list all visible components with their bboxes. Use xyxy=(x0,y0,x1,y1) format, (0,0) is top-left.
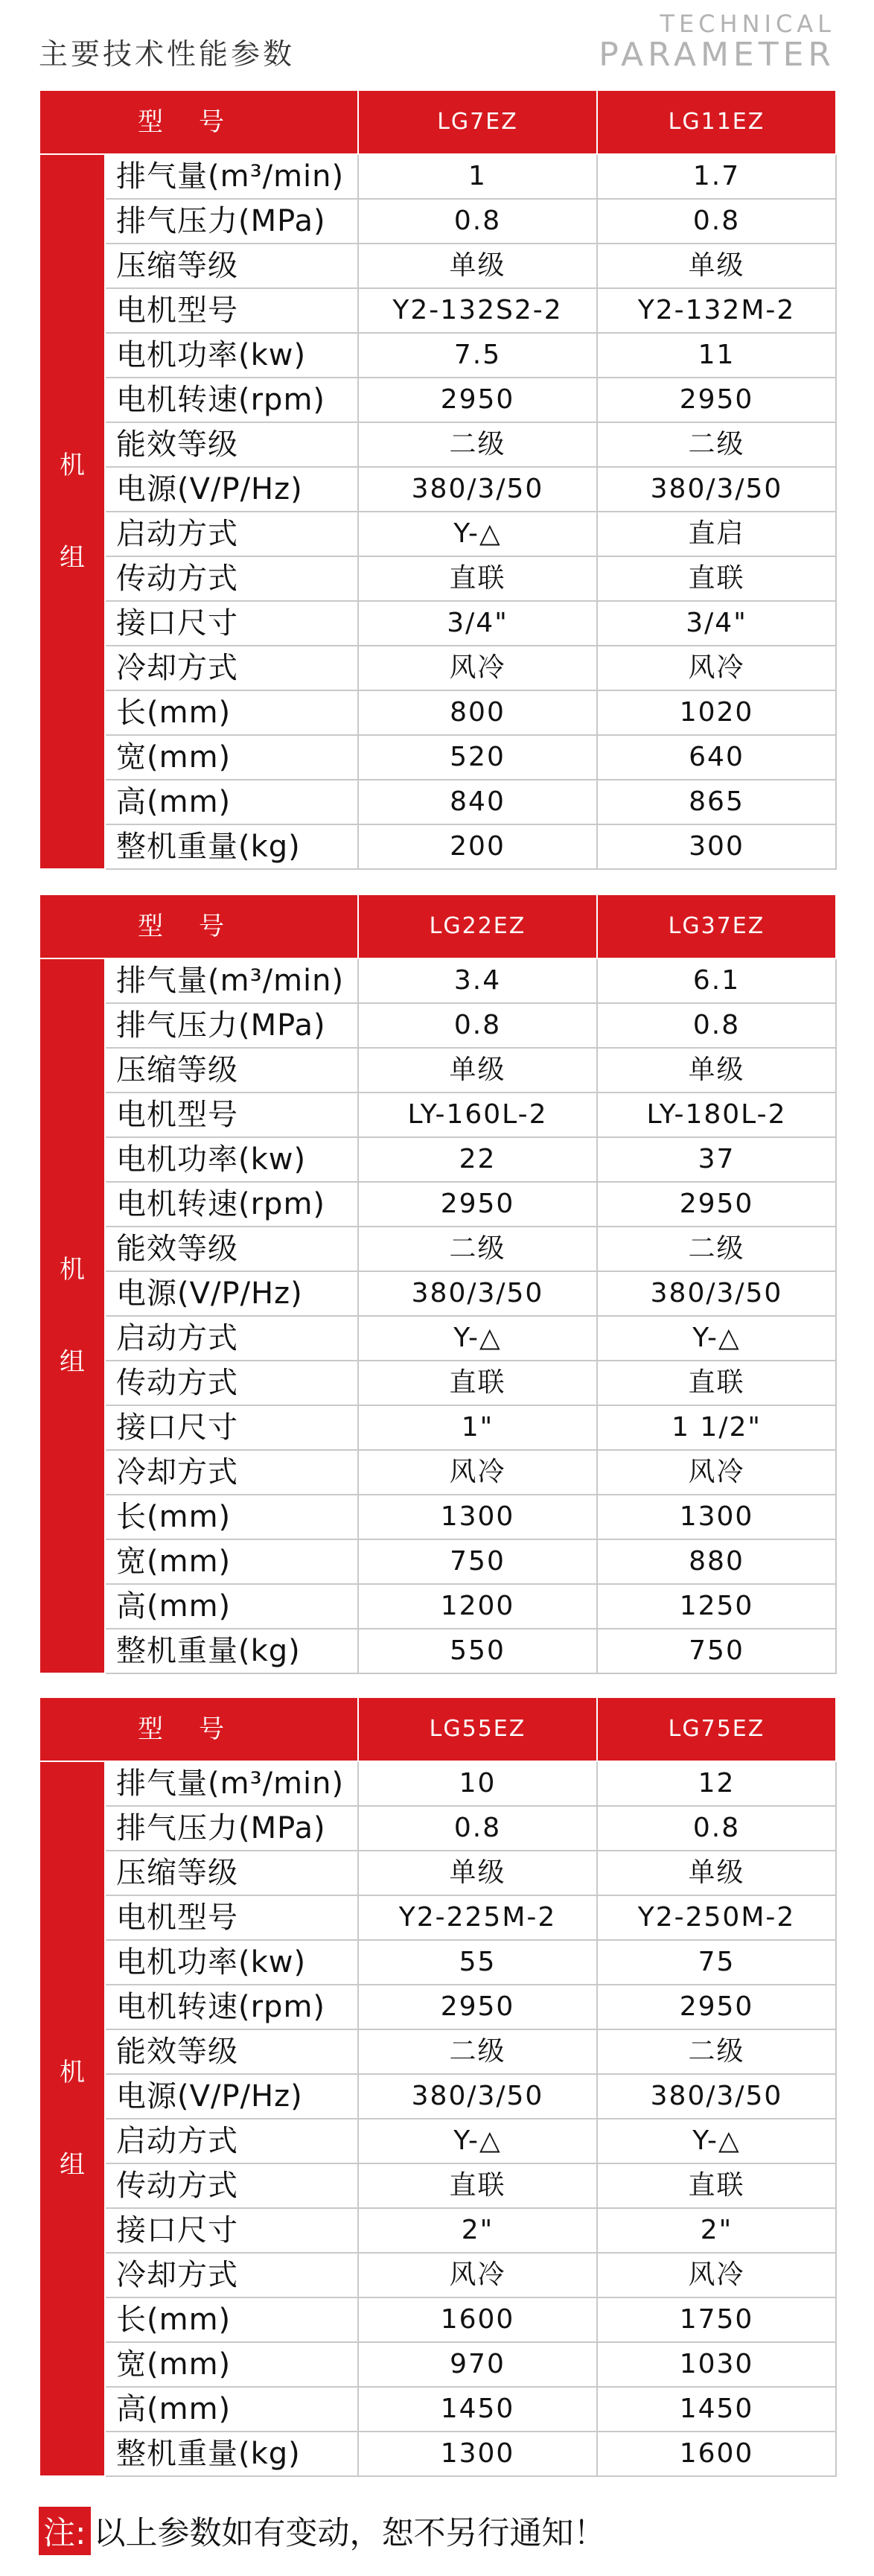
parameter-label: 传动方式 xyxy=(105,2163,358,2208)
parameter-value: 75 xyxy=(597,1940,836,1985)
table-row xyxy=(39,1940,836,1985)
model-name: LG22EZ xyxy=(358,894,597,958)
parameter-value: 单级 xyxy=(358,244,597,288)
parameter-value: 380/3/50 xyxy=(358,1271,597,1316)
table-row xyxy=(39,244,836,288)
parameter-label: 排气量(m³/min) xyxy=(105,958,358,1003)
table-row xyxy=(39,1361,836,1405)
parameter-label: 能效等级 xyxy=(105,422,358,467)
table-row xyxy=(39,288,836,333)
parameter-value: 1030 xyxy=(597,2342,836,2387)
parameter-value: 单级 xyxy=(597,1048,836,1093)
model-label: 型号 xyxy=(39,1697,358,1761)
table-row xyxy=(39,735,836,780)
parameter-value: Y2-132S2-2 xyxy=(358,288,597,333)
table-row xyxy=(39,2029,836,2074)
parameter-label: 电机转速(rpm) xyxy=(105,1985,358,2029)
parameter-value: 0.8 xyxy=(597,199,836,244)
spec-table xyxy=(39,894,837,1674)
parameter-label: 高(mm) xyxy=(105,2387,358,2432)
model-name: LG75EZ xyxy=(597,1697,836,1761)
table-row xyxy=(39,1048,836,1093)
table-row xyxy=(39,780,836,824)
parameter-label: 传动方式 xyxy=(105,1361,358,1405)
parameter-value: Y-△ xyxy=(597,1316,836,1361)
parameter-value: 1200 xyxy=(358,1584,597,1629)
parameter-value: 风冷 xyxy=(358,2253,597,2297)
model-name: LG7EZ xyxy=(358,90,597,154)
parameter-value: 865 xyxy=(597,780,836,824)
parameter-value: 3/4" xyxy=(358,601,597,646)
table-row xyxy=(39,1450,836,1495)
table-row xyxy=(39,1316,836,1361)
parameter-value: 直联 xyxy=(597,1361,836,1405)
parameter-value: 直启 xyxy=(597,512,836,556)
parameter-value: 1020 xyxy=(597,690,836,735)
parameter-label: 电源(V/P/Hz) xyxy=(105,1271,358,1316)
model-name: LG37EZ xyxy=(597,894,836,958)
parameter-label: 能效等级 xyxy=(105,2029,358,2074)
page-title-en xyxy=(599,10,835,74)
group-label xyxy=(39,1761,105,2476)
parameter-value: Y-△ xyxy=(358,2119,597,2163)
parameter-value: 0.8 xyxy=(358,1806,597,1851)
note-text: 以上参数如有变动，恕不另行通知！ xyxy=(93,2515,606,2552)
parameter-value: 12 xyxy=(597,1761,836,1806)
table-row xyxy=(39,2208,836,2253)
table-row xyxy=(39,378,836,422)
parameter-value: 二级 xyxy=(597,1227,836,1271)
parameter-label: 长(mm) xyxy=(105,2297,358,2342)
table-row xyxy=(39,2074,836,2119)
parameter-value: 单级 xyxy=(358,1851,597,1895)
parameter-value: 640 xyxy=(597,735,836,780)
table-row xyxy=(39,1584,836,1629)
parameter-value: 风冷 xyxy=(597,2253,836,2297)
parameter-value: 单级 xyxy=(358,1048,597,1093)
parameter-value: 1450 xyxy=(597,2387,836,2432)
parameter-value: 二级 xyxy=(358,422,597,467)
parameter-label: 传动方式 xyxy=(105,556,358,601)
parameter-value: 1 xyxy=(358,154,597,199)
table-header-row xyxy=(39,1697,836,1761)
parameter-value: Y-△ xyxy=(597,2119,836,2163)
parameter-value: Y2-250M-2 xyxy=(597,1895,836,1940)
table-row xyxy=(39,333,836,378)
parameter-value: 1300 xyxy=(597,1495,836,1539)
parameter-label: 启动方式 xyxy=(105,512,358,556)
note-mark: 注: xyxy=(39,2507,91,2555)
table-row xyxy=(39,1985,836,2029)
table-row xyxy=(39,2387,836,2432)
parameter-value: 二级 xyxy=(358,2029,597,2074)
model-label: 型号 xyxy=(39,894,358,958)
spec-table xyxy=(39,89,837,870)
parameter-value: 1250 xyxy=(597,1584,836,1629)
table-row xyxy=(39,1495,836,1539)
parameter-value: 直联 xyxy=(358,2163,597,2208)
parameter-value: 二级 xyxy=(358,1227,597,1271)
table-row xyxy=(39,958,836,1003)
page-header xyxy=(0,0,874,82)
table-row xyxy=(39,1761,836,1806)
parameter-value: 风冷 xyxy=(358,646,597,690)
parameter-label: 启动方式 xyxy=(105,1316,358,1361)
group-label xyxy=(39,958,105,1673)
table-row xyxy=(39,1182,836,1227)
parameter-value: 1 1/2" xyxy=(597,1405,836,1450)
model-label: 型号 xyxy=(39,90,358,154)
parameter-value: 风冷 xyxy=(597,646,836,690)
parameter-value: 直联 xyxy=(358,556,597,601)
parameter-value: 2950 xyxy=(597,1182,836,1227)
table-row xyxy=(39,2119,836,2163)
parameter-label: 电机功率(kw) xyxy=(105,1137,358,1182)
parameter-label: 电机功率(kw) xyxy=(105,1940,358,1985)
parameter-value: 2" xyxy=(358,2208,597,2253)
parameter-label: 高(mm) xyxy=(105,1584,358,1629)
parameter-value: 直联 xyxy=(597,556,836,601)
parameter-label: 宽(mm) xyxy=(105,735,358,780)
parameter-label: 整机重量(kg) xyxy=(105,2432,358,2476)
parameter-value: 二级 xyxy=(597,2029,836,2074)
table-row xyxy=(39,154,836,199)
parameter-value: 2950 xyxy=(358,378,597,422)
parameter-value: LY-180L-2 xyxy=(597,1093,836,1137)
parameter-value: 1600 xyxy=(358,2297,597,2342)
parameter-label: 电机型号 xyxy=(105,288,358,333)
parameter-value: LY-160L-2 xyxy=(358,1093,597,1137)
parameter-value: 3.4 xyxy=(358,958,597,1003)
title-en-line2: PARAMETER xyxy=(599,36,835,74)
table-row xyxy=(39,556,836,601)
table-row xyxy=(39,1137,836,1182)
parameter-label: 宽(mm) xyxy=(105,1539,358,1584)
table-row xyxy=(39,2432,836,2476)
table-row xyxy=(39,467,836,512)
model-name: LG11EZ xyxy=(597,90,836,154)
parameter-label: 压缩等级 xyxy=(105,1048,358,1093)
parameter-value: 1.7 xyxy=(597,154,836,199)
parameter-label: 排气量(m³/min) xyxy=(105,1761,358,1806)
parameter-value: 55 xyxy=(358,1940,597,1985)
title-en-line1: TECHNICAL xyxy=(660,10,835,38)
parameter-value: 单级 xyxy=(597,244,836,288)
parameter-label: 长(mm) xyxy=(105,1495,358,1539)
model-name: LG55EZ xyxy=(358,1697,597,1761)
parameter-value: 直联 xyxy=(358,1361,597,1405)
group-label-char: 机 xyxy=(60,451,85,480)
parameter-value: 6.1 xyxy=(597,958,836,1003)
parameter-value: Y-△ xyxy=(358,512,597,556)
parameter-value: 37 xyxy=(597,1137,836,1182)
parameter-label: 排气压力(MPa) xyxy=(105,199,358,244)
parameter-value: 380/3/50 xyxy=(597,1271,836,1316)
table-row xyxy=(39,1851,836,1895)
table-row xyxy=(39,1271,836,1316)
group-label-char: 组 xyxy=(60,2150,85,2180)
parameter-value: 380/3/50 xyxy=(597,2074,836,2119)
parameter-value: 200 xyxy=(358,824,597,869)
parameter-value: 2950 xyxy=(597,378,836,422)
table-row xyxy=(39,1895,836,1940)
table-row xyxy=(39,422,836,467)
parameter-value: 1300 xyxy=(358,1495,597,1539)
parameter-value: Y2-225M-2 xyxy=(358,1895,597,1940)
parameter-label: 电机型号 xyxy=(105,1093,358,1137)
parameter-value: 风冷 xyxy=(597,1450,836,1495)
parameter-label: 整机重量(kg) xyxy=(105,1629,358,1673)
parameter-label: 冷却方式 xyxy=(105,646,358,690)
parameter-label: 电机转速(rpm) xyxy=(105,1182,358,1227)
parameter-value: 800 xyxy=(358,690,597,735)
parameter-value: 2950 xyxy=(358,1182,597,1227)
parameter-label: 电机转速(rpm) xyxy=(105,378,358,422)
table-row xyxy=(39,2253,836,2297)
table-header-row xyxy=(39,894,836,958)
parameter-value: 550 xyxy=(358,1629,597,1673)
parameter-label: 接口尺寸 xyxy=(105,2208,358,2253)
group-label-char: 机 xyxy=(60,1255,85,1285)
table-row xyxy=(39,1629,836,1673)
table-row xyxy=(39,1227,836,1271)
parameter-value: 0.8 xyxy=(358,199,597,244)
parameter-label: 电源(V/P/Hz) xyxy=(105,467,358,512)
parameter-label: 接口尺寸 xyxy=(105,1405,358,1450)
parameter-label: 排气压力(MPa) xyxy=(105,1806,358,1851)
table-row xyxy=(39,1405,836,1450)
parameter-label: 压缩等级 xyxy=(105,244,358,288)
parameter-value: 380/3/50 xyxy=(358,2074,597,2119)
parameter-value: 3/4" xyxy=(597,601,836,646)
parameter-value: 750 xyxy=(358,1539,597,1584)
parameter-value: 750 xyxy=(597,1629,836,1673)
table-row xyxy=(39,1003,836,1048)
parameter-value: 0.8 xyxy=(597,1003,836,1048)
parameter-label: 宽(mm) xyxy=(105,2342,358,2387)
parameter-value: 1450 xyxy=(358,2387,597,2432)
parameter-value: 22 xyxy=(358,1137,597,1182)
parameter-value: 380/3/50 xyxy=(358,467,597,512)
parameter-label: 排气压力(MPa) xyxy=(105,1003,358,1048)
parameter-label: 启动方式 xyxy=(105,2119,358,2163)
parameter-value: 2" xyxy=(597,2208,836,2253)
parameter-label: 接口尺寸 xyxy=(105,601,358,646)
table-row xyxy=(39,1806,836,1851)
parameter-value: 970 xyxy=(358,2342,597,2387)
parameter-label: 长(mm) xyxy=(105,690,358,735)
group-label xyxy=(39,154,105,869)
parameter-value: 1600 xyxy=(597,2432,836,2476)
table-header-row xyxy=(39,90,836,154)
table-row xyxy=(39,2163,836,2208)
parameter-value: 1300 xyxy=(358,2432,597,2476)
parameter-label: 排气量(m³/min) xyxy=(105,154,358,199)
group-label-char: 组 xyxy=(60,1347,85,1377)
parameter-value: 0.8 xyxy=(597,1806,836,1851)
parameter-label: 冷却方式 xyxy=(105,1450,358,1495)
table-row xyxy=(39,2297,836,2342)
parameter-value: 0.8 xyxy=(358,1003,597,1048)
parameter-label: 压缩等级 xyxy=(105,1851,358,1895)
parameter-label: 能效等级 xyxy=(105,1227,358,1271)
parameter-value: Y2-132M-2 xyxy=(597,288,836,333)
parameter-label: 电机型号 xyxy=(105,1895,358,1940)
parameter-value: 300 xyxy=(597,824,836,869)
parameter-value: 单级 xyxy=(597,1851,836,1895)
table-row xyxy=(39,1093,836,1137)
parameter-label: 冷却方式 xyxy=(105,2253,358,2297)
parameter-value: 520 xyxy=(358,735,597,780)
parameter-label: 电机功率(kw) xyxy=(105,333,358,378)
table-row xyxy=(39,2342,836,2387)
parameter-value: 2950 xyxy=(358,1985,597,2029)
disclaimer-note xyxy=(39,2507,606,2555)
parameter-value: 风冷 xyxy=(358,1450,597,1495)
table-row xyxy=(39,690,836,735)
page-title: 主要技术性能参数 xyxy=(39,38,296,71)
table-row xyxy=(39,199,836,244)
parameter-value: 2950 xyxy=(597,1985,836,2029)
table-row xyxy=(39,824,836,869)
parameter-value: 880 xyxy=(597,1539,836,1584)
parameter-value: 380/3/50 xyxy=(597,467,836,512)
group-label-char: 机 xyxy=(60,2058,85,2087)
table-row xyxy=(39,646,836,690)
parameter-value: 840 xyxy=(358,780,597,824)
parameter-value: 二级 xyxy=(597,422,836,467)
parameter-label: 高(mm) xyxy=(105,780,358,824)
group-label-char: 组 xyxy=(60,543,85,573)
table-row xyxy=(39,512,836,556)
parameter-value: 10 xyxy=(358,1761,597,1806)
parameter-value: 7.5 xyxy=(358,333,597,378)
parameter-label: 整机重量(kg) xyxy=(105,824,358,869)
parameter-value: 1750 xyxy=(597,2297,836,2342)
table-row xyxy=(39,601,836,646)
parameter-value: 直联 xyxy=(597,2163,836,2208)
spec-table xyxy=(39,1696,837,2477)
parameter-value: 11 xyxy=(597,333,836,378)
parameter-value: 1" xyxy=(358,1405,597,1450)
parameter-label: 电源(V/P/Hz) xyxy=(105,2074,358,2119)
parameter-value: Y-△ xyxy=(358,1316,597,1361)
table-row xyxy=(39,1539,836,1584)
